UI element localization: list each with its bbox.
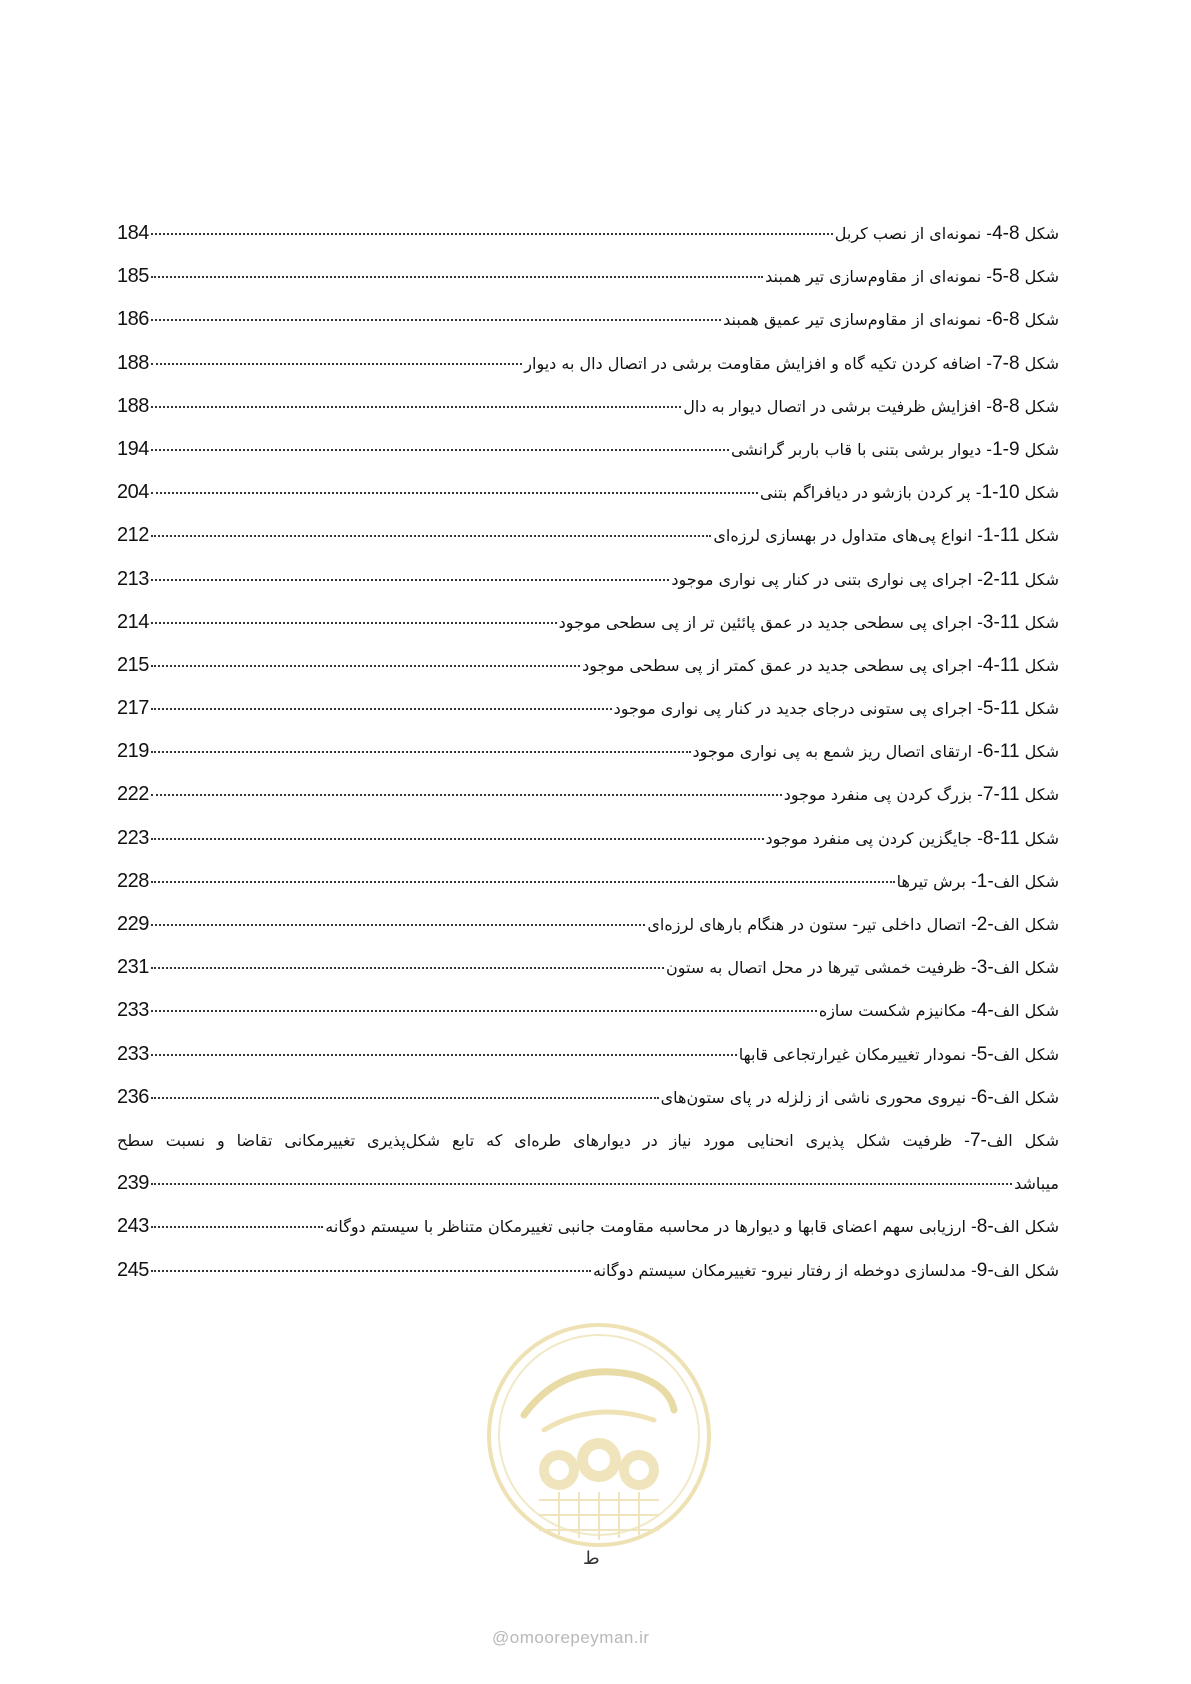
toc-entry-prefix: شکل الف — [986, 1130, 1059, 1150]
table-of-figures — [117, 212, 1059, 1292]
toc-entry-title — [766, 817, 1059, 860]
toc-entry-number: -6 — [976, 1086, 994, 1108]
dot-leader — [151, 837, 764, 840]
dot-leader — [151, 793, 782, 796]
toc-entry-title — [739, 1033, 1059, 1076]
toc-entry-text: - برش تیرها — [896, 871, 977, 891]
toc-entry-text: - نیروی محوری ناشی از زلزله در پای ستون‌های — [660, 1087, 977, 1107]
toc-entry-text: - نمودار تغییرمکان غیرارتجاعی قابها — [738, 1044, 977, 1064]
toc-entry-number: 8-8 — [992, 395, 1020, 417]
toc-entry-text: - جایگزین کردن پی منفرد موجود — [765, 828, 983, 848]
toc-entry-prefix: شکل — [1019, 612, 1059, 632]
dot-leader — [151, 1182, 1012, 1185]
toc-entry-text: - ارتقای اتصال ریز شمع به پی نواری موجود — [692, 742, 983, 762]
toc-entry-number: 8-5 — [992, 266, 1020, 288]
toc-entry-page: 222 — [117, 783, 149, 806]
toc-entry-page: 188 — [117, 394, 149, 417]
toc-entry-prefix: شکل الف — [993, 958, 1059, 978]
toc-entry-number: 8-7 — [992, 352, 1020, 374]
toc-entry[interactable] — [117, 558, 1059, 601]
toc-entry[interactable] — [117, 255, 1059, 298]
toc-entry-prefix: شکل — [1019, 699, 1059, 719]
toc-entry-title — [713, 514, 1059, 557]
dot-leader — [151, 491, 758, 494]
toc-entry-text: - مکانیزم شکست سازه — [818, 1001, 977, 1021]
dot-leader — [151, 750, 691, 753]
toc-entry-text: - اجرای پی نواری بتنی در کنار پی نواری موجود — [671, 569, 983, 589]
toc-entry-page: 184 — [117, 222, 149, 244]
dot-leader — [151, 1096, 659, 1099]
toc-entry-text-line2: میباشد — [1014, 1174, 1059, 1194]
toc-entry-text: - ارزیابی سهم اعضای قابها و دیوارها در محاسبه مقاومت جانبی تغییرمکان متناظر با سیستم دوگانه — [325, 1217, 977, 1237]
toc-entry-number: -9 — [976, 1259, 994, 1281]
toc-entry-title — [760, 471, 1059, 514]
toc-entry-number: 11-5 — [982, 698, 1020, 720]
toc-entry-page: 204 — [117, 481, 149, 504]
toc-entry-page: 239 — [117, 1172, 149, 1195]
toc-entry-prefix: شکل — [1019, 828, 1059, 848]
toc-entry[interactable] — [117, 773, 1059, 816]
toc-entry-prefix: شکل — [1019, 224, 1059, 243]
toc-entry-number: -5 — [976, 1043, 994, 1065]
toc-entry-text: - اجرای پی ستونی درجای جدید در کنار پی نواری موجود — [613, 699, 983, 719]
toc-entry-number: 10-1 — [981, 482, 1020, 504]
toc-entry[interactable] — [117, 730, 1059, 773]
toc-entry[interactable] — [117, 903, 1059, 946]
toc-entry[interactable] — [117, 342, 1059, 385]
dot-leader — [151, 664, 580, 667]
toc-entry-text: - پر کردن بازشو در دیافراگم بتنی — [759, 483, 982, 503]
toc-entry-title — [683, 385, 1059, 428]
toc-entry-title — [765, 255, 1059, 298]
toc-entry-number: 9-1 — [992, 438, 1020, 460]
toc-entry-number: 11-6 — [982, 741, 1020, 763]
toc-entry-text: - اضافه کردن تکیه گاه و افزایش مقاومت برشی در اتصال دال به دیوار — [524, 353, 993, 373]
dot-leader — [151, 362, 522, 365]
toc-entry-title — [614, 687, 1059, 730]
toc-entry-page: 231 — [117, 956, 149, 979]
toc-entry-text: - اجرای پی سطحی جدید در عمق کمتر از پی سطحی موجود — [582, 655, 983, 675]
dot-leader — [151, 707, 612, 710]
dot-leader — [151, 1009, 817, 1012]
toc-entry-title — [671, 558, 1059, 601]
toc-entry[interactable] — [117, 212, 1059, 255]
toc-entry-page: 229 — [117, 913, 149, 935]
toc-entry-prefix: شکل — [1019, 267, 1059, 287]
toc-entry-prefix: شکل الف — [993, 915, 1059, 934]
toc-entry-page: 186 — [117, 308, 149, 331]
toc-entry-page: 215 — [117, 653, 149, 676]
toc-entry[interactable] — [117, 428, 1059, 471]
toc-entry-text: - ظرفیت شکل پذیری انحنایی مورد نیاز در دیوارهای طره‌ای که تابع شکل‌پذیری تغییرمکانی تقاضا و نسبت سطح — [117, 1130, 970, 1150]
toc-entry-page: 243 — [117, 1215, 149, 1238]
toc-entry-title — [559, 601, 1059, 644]
toc-entry[interactable] — [117, 687, 1059, 730]
toc-entry-text: - نمونه‌ای از مقاوم‌سازی تیر عمیق همبند — [723, 310, 993, 330]
toc-entry-number: -3 — [976, 957, 994, 979]
toc-entry-number: -4 — [976, 1000, 994, 1022]
dot-leader — [151, 880, 895, 883]
page-number-letter: ط — [583, 1548, 600, 1569]
toc-entry-prefix: شکل — [1019, 526, 1059, 546]
toc-entry-number: 8-4 — [992, 223, 1020, 244]
toc-entry-title — [835, 212, 1059, 255]
dot-leader — [151, 318, 721, 321]
toc-entry[interactable] — [117, 860, 1059, 903]
toc-entry-title — [647, 903, 1059, 946]
toc-entry-page: 213 — [117, 567, 149, 590]
toc-entry-prefix: شکل — [1019, 439, 1059, 459]
toc-entry[interactable] — [117, 989, 1059, 1032]
toc-entry-page: 194 — [117, 437, 149, 460]
toc-entry-title — [117, 1119, 1059, 1162]
toc-entry-number: 11-4 — [982, 654, 1020, 676]
toc-entry-prefix: شکل — [1019, 569, 1059, 589]
toc-entry-prefix: شکل — [1019, 483, 1059, 503]
dot-leader — [151, 578, 669, 581]
toc-entry-number: -1 — [976, 870, 994, 892]
toc-entry[interactable] — [117, 1205, 1059, 1248]
dot-leader — [151, 534, 712, 537]
toc-entry[interactable] — [117, 298, 1059, 341]
toc-entry-text: - دیوار برشی بتنی با قاب باربر گرانشی — [731, 439, 993, 459]
toc-entry-text: - ظرفیت خمشی تیرها در محل اتصال به ستون — [665, 958, 977, 978]
toc-entry-number: -8 — [976, 1216, 994, 1238]
toc-entry-page: 219 — [117, 740, 149, 763]
toc-entry-title — [661, 1076, 1059, 1119]
toc-entry[interactable] — [117, 946, 1059, 989]
toc-entry-text: - نمونه‌ای از مقاوم‌سازی تیر همبند — [765, 267, 993, 287]
toc-entry-text: - افزایش ظرفیت برشی در اتصال دیوار به دال — [683, 396, 993, 416]
watermark-site: @omoorepeyman.ir — [492, 1628, 650, 1647]
toc-entry-page: 185 — [117, 265, 149, 288]
toc-entry-number: 11-8 — [982, 827, 1020, 849]
dot-leader — [151, 1269, 591, 1272]
toc-entry-page: 217 — [117, 697, 149, 720]
toc-entry-number: 11-3 — [982, 611, 1020, 633]
toc-entry-title — [582, 644, 1059, 687]
toc-entry-text: - اتصال داخلی تیر- ستون در هنگام بارهای لرزه‌ای — [647, 915, 977, 934]
toc-entry-page: 223 — [117, 826, 149, 849]
toc-entry-prefix: شکل — [1019, 742, 1059, 762]
toc-entry-page: 214 — [117, 610, 149, 633]
dot-leader — [151, 405, 681, 408]
toc-entry-prefix: شکل — [1019, 310, 1059, 330]
toc-entry-prefix: شکل الف — [993, 1260, 1059, 1280]
toc-entry-prefix: شکل — [1019, 353, 1059, 373]
toc-entry-number: -7 — [969, 1129, 987, 1151]
toc-entry[interactable] — [117, 1033, 1059, 1076]
toc-entry-page: 188 — [117, 351, 149, 374]
toc-entry-title — [723, 298, 1059, 341]
toc-entry-page: 236 — [117, 1085, 149, 1108]
dot-leader — [151, 966, 664, 969]
toc-entry-number: -2 — [976, 914, 994, 935]
dot-leader — [151, 621, 557, 624]
toc-entry[interactable] — [117, 1249, 1059, 1292]
toc-entry-prefix: شکل الف — [993, 1044, 1059, 1064]
dot-leader — [151, 275, 763, 278]
toc-entry-text: - اجرای پی سطحی جدید در عمق پائئین تر از پی سطحی موجود — [558, 612, 983, 632]
toc-entry[interactable] — [117, 514, 1059, 557]
toc-entry-number: 11-2 — [982, 568, 1020, 590]
toc-entry-text: - بزرگ کردن پی منفرد موجود — [783, 785, 983, 805]
toc-entry-title — [693, 730, 1059, 773]
toc-entry-number: 11-1 — [982, 525, 1020, 547]
toc-entry-page: 233 — [117, 1042, 149, 1065]
dot-leader — [151, 448, 729, 451]
toc-entry[interactable] — [117, 644, 1059, 687]
toc-entry-prefix: شکل الف — [993, 1001, 1059, 1021]
toc-entry-prefix: شکل — [1019, 396, 1059, 416]
toc-entry-continuation — [117, 1162, 1059, 1205]
toc-entry-title — [897, 860, 1059, 903]
toc-entry-prefix: شکل الف — [993, 1087, 1059, 1107]
toc-entry-title — [666, 946, 1059, 989]
toc-entry[interactable] — [117, 1076, 1059, 1119]
toc-entry[interactable] — [117, 385, 1059, 428]
toc-entry-page: 233 — [117, 999, 149, 1022]
dot-leader — [151, 923, 646, 926]
toc-entry-page: 245 — [117, 1258, 149, 1281]
toc-entry-text: - نمونه‌ای از نصب کربل — [834, 224, 993, 243]
toc-entry-prefix: شکل — [1019, 655, 1059, 675]
toc-entry-text: - مدلسازی دوخطه از رفتار نیرو- تغییرمکان سیستم دوگانه — [592, 1260, 977, 1280]
publisher-seal-watermark — [484, 1320, 714, 1550]
dot-leader — [151, 1053, 737, 1056]
toc-entry-prefix: شکل الف — [993, 1217, 1059, 1237]
toc-entry-page: 228 — [117, 869, 149, 892]
dot-leader — [151, 1225, 323, 1228]
toc-entry[interactable] — [117, 471, 1059, 514]
toc-entry-number: 8-6 — [992, 309, 1020, 331]
toc-entry-title — [819, 989, 1059, 1032]
toc-entry-number: 11-7 — [982, 784, 1020, 806]
dot-leader — [151, 232, 833, 235]
toc-entry-title — [325, 1205, 1059, 1248]
toc-entry-title — [784, 773, 1059, 816]
toc-entry-title — [524, 342, 1059, 385]
toc-entry-page: 212 — [117, 524, 149, 547]
toc-entry-title — [593, 1249, 1059, 1292]
toc-entry-title — [731, 428, 1059, 471]
toc-entry[interactable] — [117, 601, 1059, 644]
toc-entry-title — [117, 1131, 1059, 1150]
toc-entry-prefix: شکل الف — [993, 871, 1059, 891]
toc-entry[interactable] — [117, 1119, 1059, 1205]
toc-entry-text: - انواع پی‌های متداول در بهسازی لرزه‌ای — [713, 526, 983, 546]
toc-entry[interactable] — [117, 817, 1059, 860]
toc-entry-prefix: شکل — [1019, 785, 1059, 805]
